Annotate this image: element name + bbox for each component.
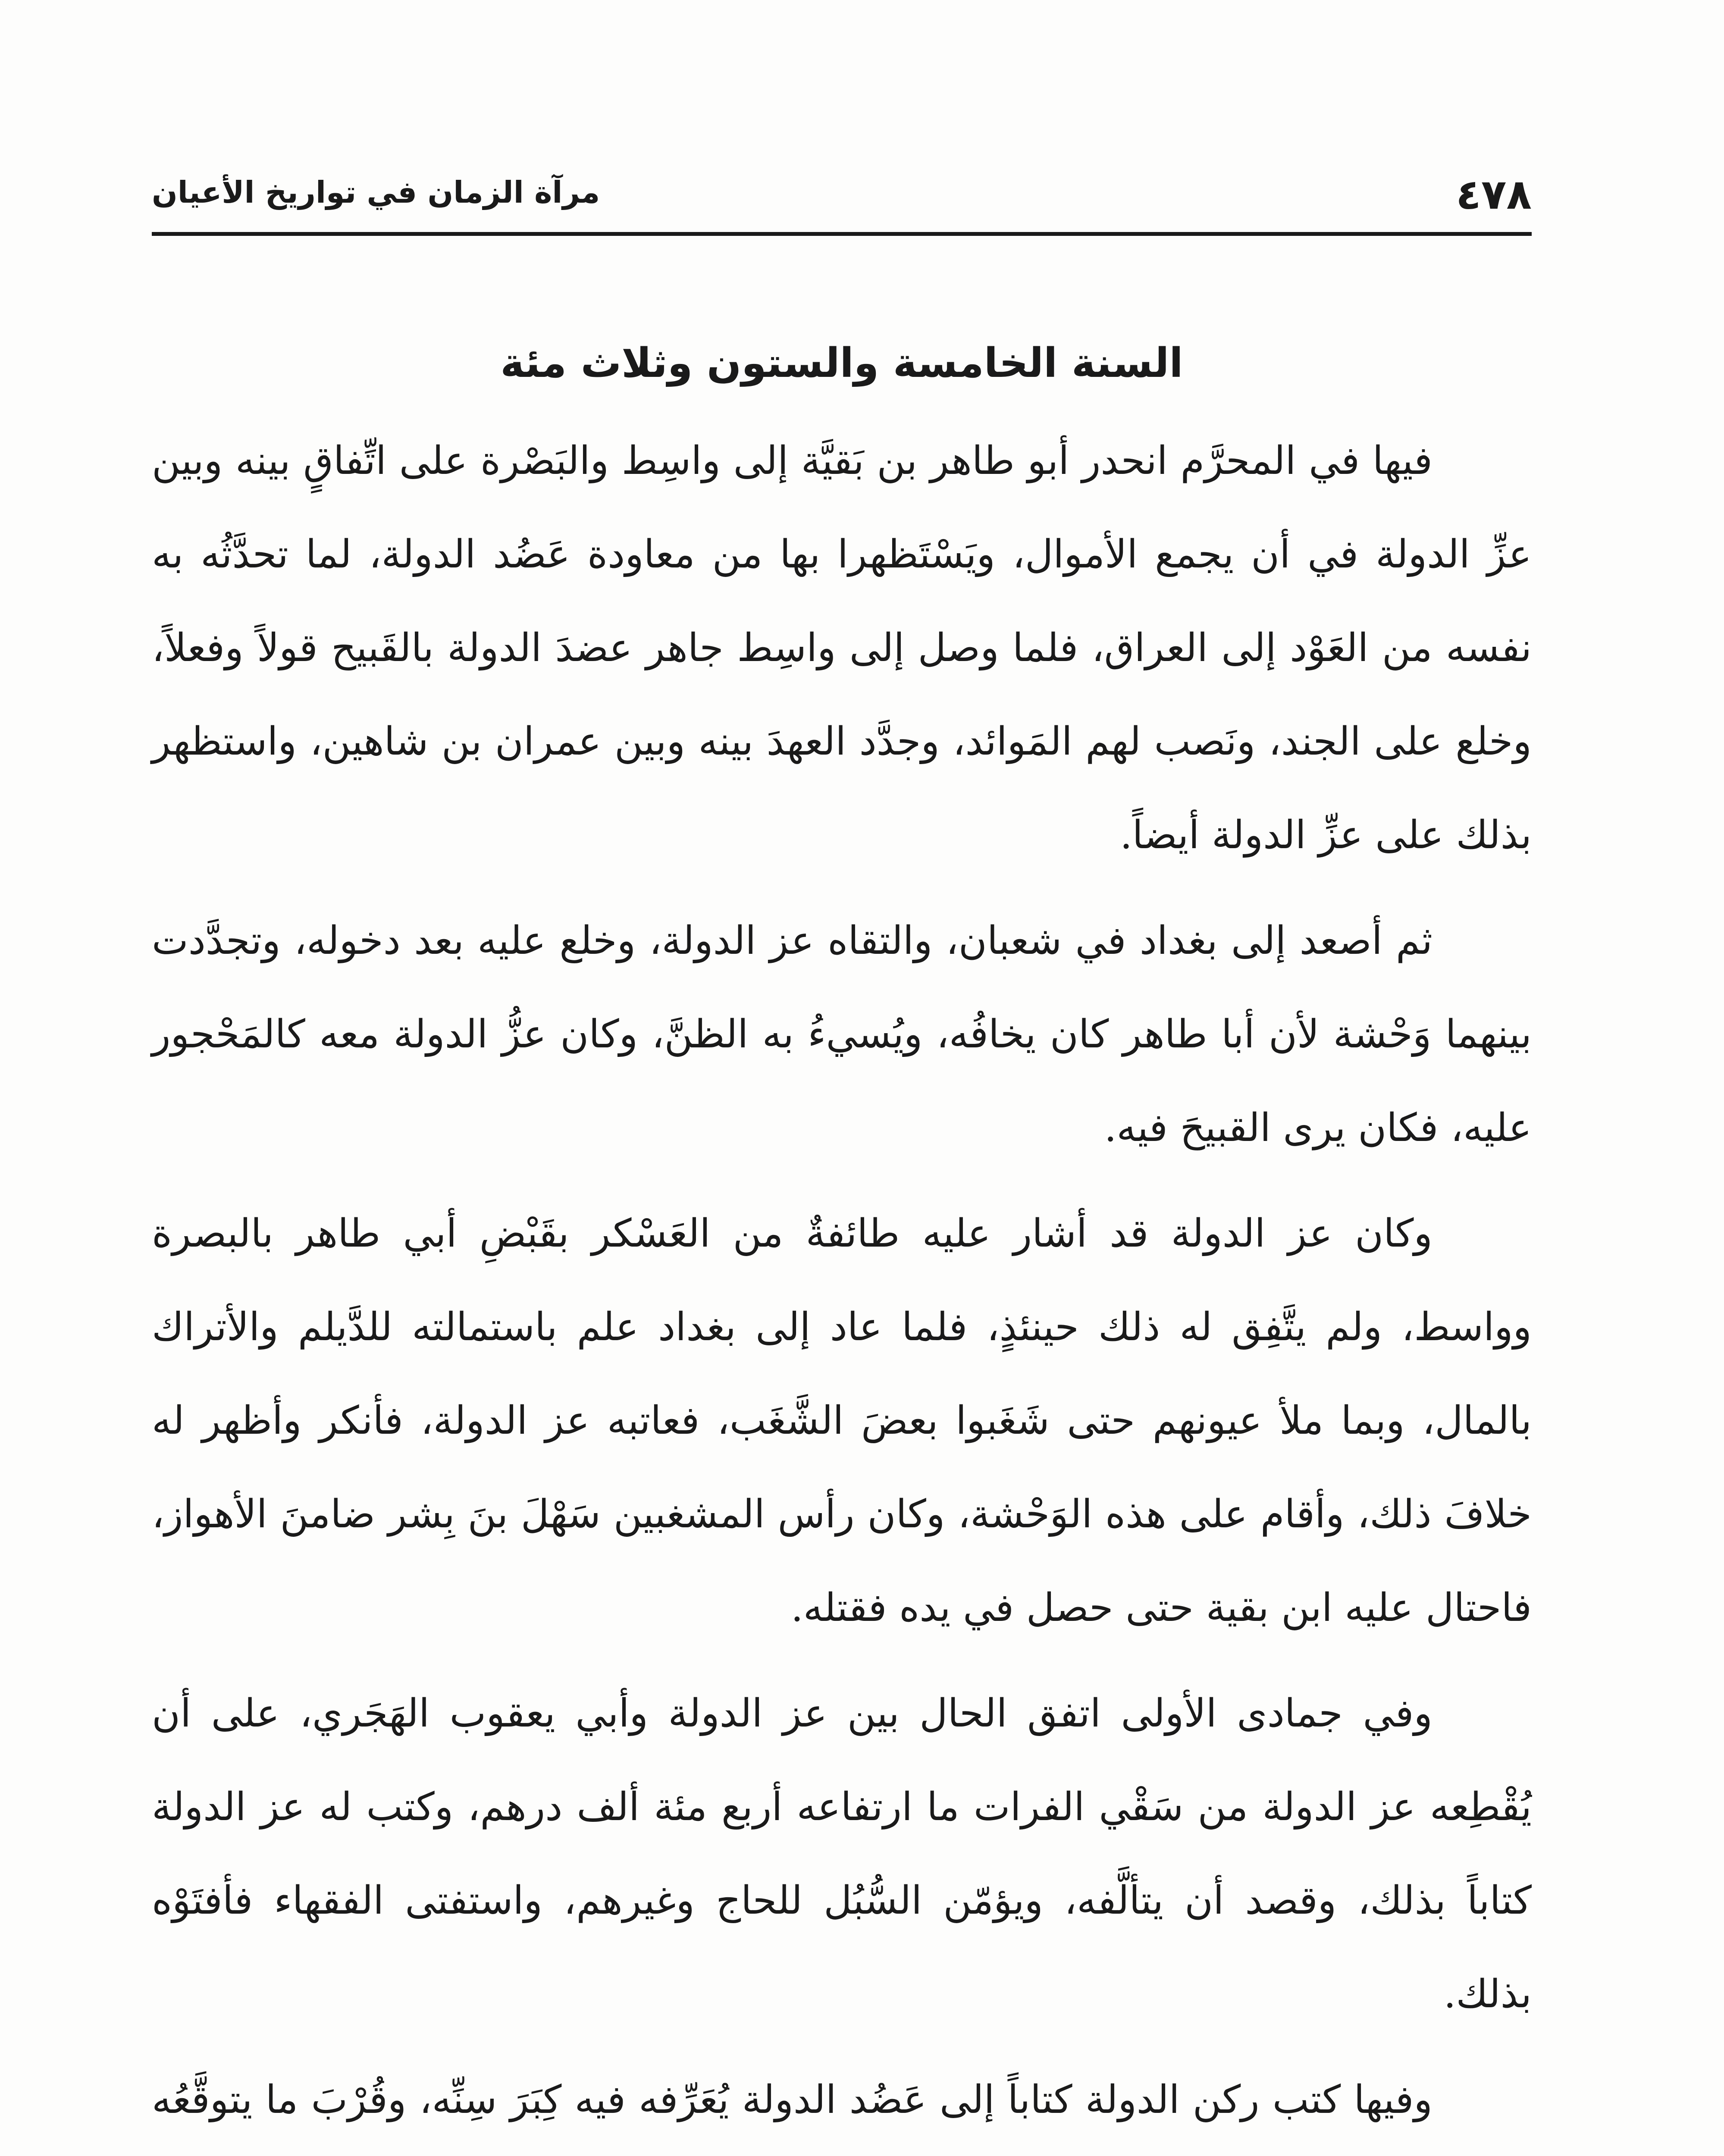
book-title: مرآة الزمان في تواريخ الأعيان [152,175,600,210]
paragraph-4: وفي جمادى الأولى اتفق الحال بين عز الدولة وأبي يعقوب الهَجَري، على أن يُقْطِعه عز الدولة من سَقْي الفرات ما ارتفاعه أربع مئة ألف درهم، وكتب له عز الدولة كتاباً بذلك، وقصد أن يتألَّفه، ويؤمّن السُّبُل للحاج وغيرهم، واستفتى الفقهاء فأفتَوْه بذلك. [152,1691,1532,2017]
paragraph-1: فيها في المحرَّم انحدر أبو طاهر بن بَقيَّة إلى واسِط والبَصْرة على اتِّفاقٍ بينه وبين عزِّ الدولة في أن يجمع الأموال، ويَسْتَظهرا بها من معاودة عَضُد الدولة، لما تحدَّثُه به نفسه من العَوْد إلى العراق، فلما وصل إلى واسِط جاهر عضدَ الدولة بالقَبيح قولاً وفعلاً، وخلع على الجند، ونَصب لهم المَوائد، وجدَّد العهدَ بينه وبين عمران بن شاهين، واستظهر بذلك على عزِّ الدولة أيضاً. [152,438,1532,858]
paragraph-2: ثم أصعد إلى بغداد في شعبان، والتقاه عز الدولة، وخلع عليه بعد دخوله، وتجدَّدت بينهما وَحْشة لأن أبا طاهر كان يخافُه، ويُسيءُ به الظنَّ، وكان عزُّ الدولة معه كالمَحْجور عليه، فكان يرى القبيحَ فيه. [152,918,1532,1150]
body-text [152,414,1532,2156]
paragraph-5: وفيها كتب ركن الدولة كتاباً إلى عَضُد الدولة يُعَرِّفه فيه كِبَرَ سِنِّه، وقُرْبَ ما يتوقَّعُه [152,2077,1432,2122]
paragraph-3: وكان عز الدولة قد أشار عليه طائفةٌ من العَسْكر بقَبْضِ أبي طاهر بالبصرة وواسط، ولم يتَّفِق له ذلك حينئذٍ، فلما عاد إلى بغداد علم باستمالته للدَّيلم والأتراك بالمال، وبما ملأ عيونهم حتى شَغَبوا بعضَ الشَّغَب، فعاتبه عز الدولة، فأنكر وأظهر له خلافَ ذلك، وأقام على هذه الوَحْشة، وكان رأس المشغبين سَهْلَ بنَ بِشر ضامنَ الأهواز، فاحتال عليه ابن بقية حتى حصل في يده فقتله. [152,1211,1532,1630]
page-number: ٤٧٨ [1456,170,1532,219]
header-rule [152,232,1532,236]
chapter-heading: السنة الخامسة والستون وثلاث مئة [500,339,1183,387]
running-head [152,170,1532,231]
